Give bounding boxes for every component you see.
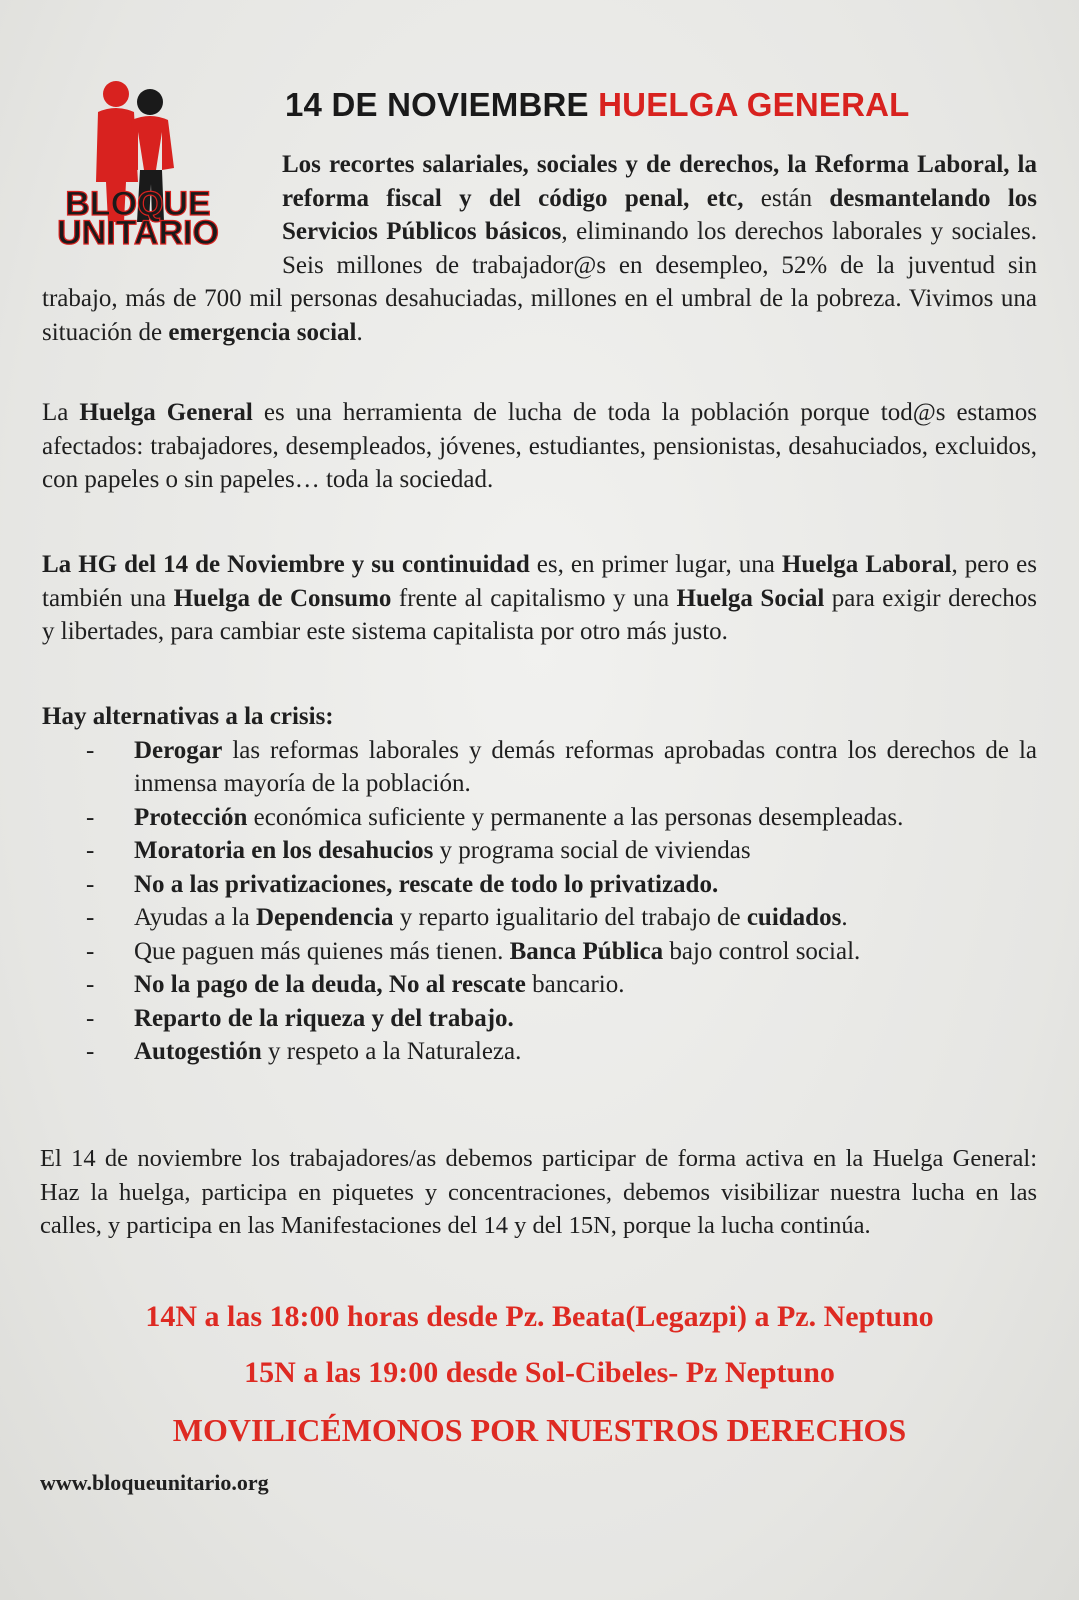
list-item xyxy=(42,1035,1037,1069)
intro-bold-3: emergencia social xyxy=(168,318,357,346)
para2-text-1: La xyxy=(42,399,80,426)
item-text: y reparto igualitario del trabajo de xyxy=(393,904,747,931)
item-bold: Moratoria en los desahucios xyxy=(134,837,434,864)
intro-paragraph xyxy=(42,148,1037,349)
list-item xyxy=(42,868,1037,902)
logo-text-line2: UNITARIO xyxy=(57,214,219,252)
closing-paragraph: El 14 de noviembre los trabajadores/as debemos participar de forma activa en la Huelga General: Haz la huelga, participa en piquetes y concentraciones, debemos visibilizar nuestra lucha en las calles, y participa en las Manifestaciones del 14 y del 15N, porque la lucha continúa. xyxy=(40,1145,1037,1239)
item-text-pre: Que paguen más quienes más tienen. xyxy=(134,937,510,965)
intro-text-3: . xyxy=(356,318,363,346)
item-bold: No la pago de la deuda, No al rescate xyxy=(134,971,526,998)
para2-bold-1: Huelga General xyxy=(79,399,253,426)
item-bold: Protección xyxy=(134,803,248,831)
para3-text-3: frente al capitalismo y una xyxy=(391,584,677,612)
list-item xyxy=(42,935,1037,969)
slogan: MOVILICÉMONOS POR NUESTROS DERECHOS xyxy=(172,1412,907,1448)
list-item xyxy=(42,968,1037,1002)
intro-bold-2: desmantelando los Servicios Públicos básicos xyxy=(282,184,1037,245)
item-text: económica suficiente y permanente a las personas desempleadas. xyxy=(247,803,904,831)
item-text: y respeto a la Naturaleza. xyxy=(261,1038,522,1065)
para3-bold-4: Huelga Social xyxy=(676,584,825,612)
item-text-2: . xyxy=(841,904,848,931)
list-item xyxy=(42,734,1037,801)
item-bold: Dependencia xyxy=(255,904,394,931)
alternatives-title: Hay alternativas a la crisis: xyxy=(42,703,334,730)
item-text-pre: Ayudas a la xyxy=(134,904,256,931)
list-item xyxy=(42,834,1037,868)
intro-text-2: , eliminando los derechos laborales y sociales. Seis millones de trabajador@s en desempleo, 52% de la juventud sin trabajo, más de 700 mil personas desahuciadas, millones en el umbral de la pobreza. Vivimos una situación de xyxy=(42,218,1037,346)
logo-text-line1: BLOQUE xyxy=(65,185,211,223)
para3-bold-1: La HG del 14 de Noviembre y su continuidad xyxy=(42,551,530,578)
list-item xyxy=(42,1002,1037,1036)
list-item xyxy=(42,801,1037,835)
page-title xyxy=(285,86,910,124)
item-text: las reformas laborales y demás reformas aprobadas contra los derechos de la inmensa mayoría de la población. xyxy=(134,736,1037,797)
event-line-14n: 14N a las 18:00 horas desde Pz. Beata(Legazpi) a Pz. Neptuno xyxy=(145,1300,934,1333)
item-text: bajo control social. xyxy=(663,937,861,965)
para3-text-2: , pero es también una xyxy=(42,551,1037,612)
item-text: y programa social de viviendas xyxy=(433,837,751,864)
item-bold: Derogar xyxy=(134,736,223,764)
item-bold: Reparto de la riqueza y del trabajo. xyxy=(134,1004,514,1032)
paragraph-huelga-general xyxy=(42,396,1037,497)
intro-bold-1: Los recortes salariales, sociales y de derechos, la Reforma Laboral, la reforma fiscal y del código penal, etc, xyxy=(282,151,1037,212)
alternatives-list xyxy=(42,734,1037,1069)
title-part1: 14 DE NOVIEMBRE xyxy=(285,86,589,123)
para3-text-1: es, en primer lugar, una xyxy=(529,551,782,578)
intro-text-1: están xyxy=(743,184,830,212)
list-item xyxy=(42,901,1037,935)
alternatives-section xyxy=(42,700,1037,1069)
title-part2: HUELGA GENERAL xyxy=(598,86,910,123)
paragraph-hg-14-noviembre xyxy=(42,548,1037,649)
item-bold: Banca Pública xyxy=(509,937,664,965)
item-bold-2: cuidados xyxy=(746,904,842,931)
para2-text-2: es una herramienta de lucha de toda la población porque tod@s estamos afectados: trabajadores, desempleados, jóvenes, estudiantes, pensionistas, desahuciados, excluidos, con papeles o sin papeles… toda la sociedad. xyxy=(42,399,1038,493)
item-bold: Autogestión xyxy=(134,1038,262,1065)
para3-bold-2: Huelga Laboral xyxy=(781,551,952,578)
event-line-15n: 15N a las 19:00 desde Sol-Cibeles- Pz Neptuno xyxy=(244,1356,835,1389)
item-text: bancario. xyxy=(525,971,625,998)
para3-text-4: para exigir derechos y libertades, para cambiar este sistema capitalista por otro más justo. xyxy=(42,584,1037,645)
para3-bold-3: Huelga de Consumo xyxy=(173,584,392,612)
item-bold: No a las privatizaciones, rescate de todo lo privatizado. xyxy=(134,870,719,898)
website-link[interactable]: www.bloqueunitario.org xyxy=(40,1470,269,1495)
